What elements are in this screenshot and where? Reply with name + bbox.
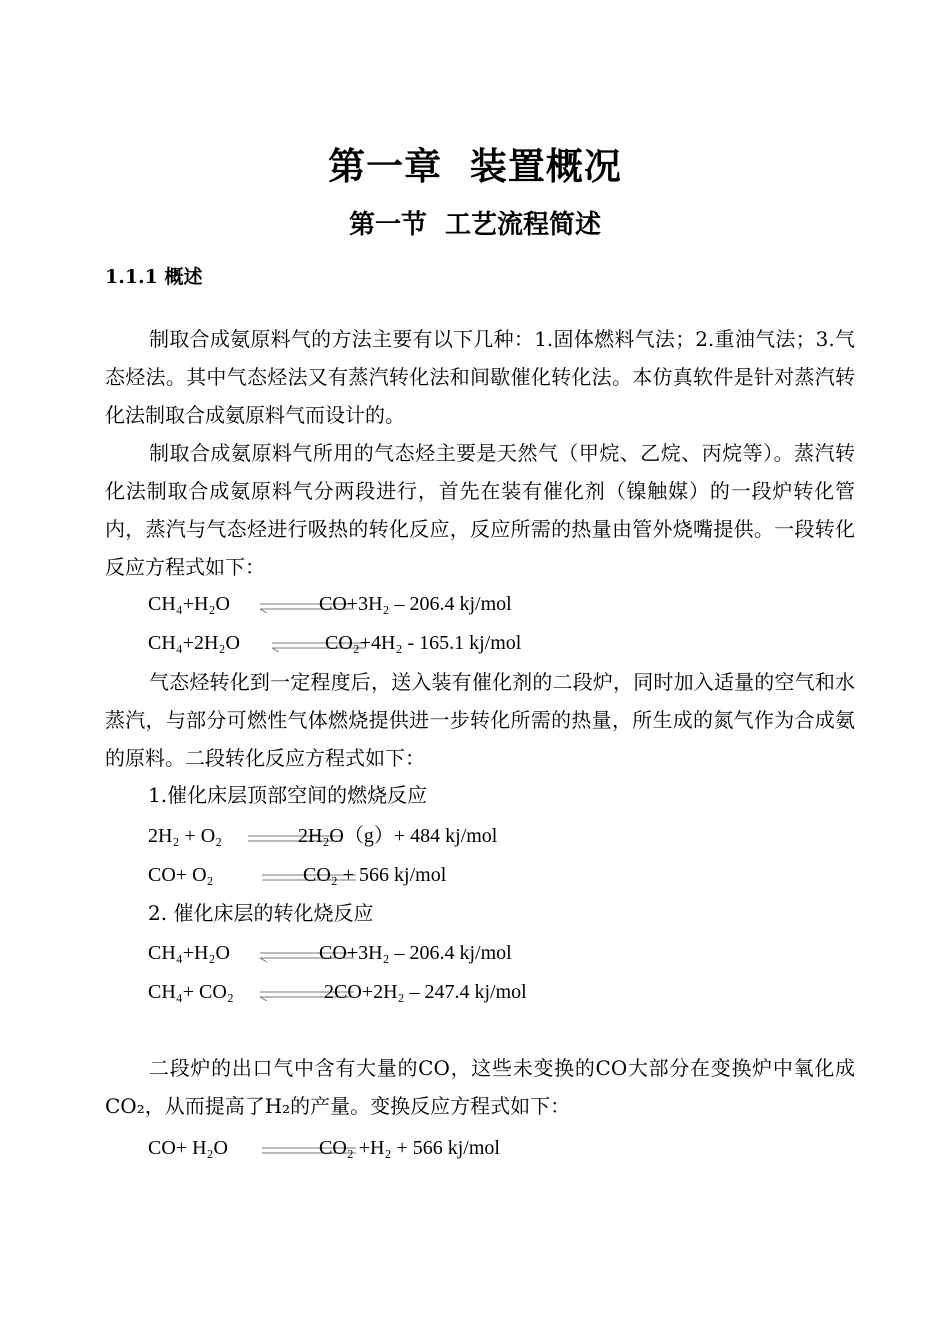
equation-lhs: CH₄+H₂O [148, 942, 230, 964]
equation-lhs: CH₄+2H₂O [148, 632, 240, 654]
section-title: 第一节 工艺流程简述 [348, 210, 602, 240]
equation-rhs: CO₂ + 566 kj/mol [303, 864, 447, 886]
combustion-reaction-label: 1.催化床层顶部空间的燃烧反应 [148, 783, 428, 807]
equation-rhs: 2H₂O（g）+ 484 kj/mol [298, 825, 498, 847]
equation-lhs: CH₄+H₂O [148, 593, 230, 615]
equation-rhs: 2CO+2H₂ – 247.4 kj/mol [324, 981, 527, 1003]
equation-rhs: CO₂+4H₂ - 165.1 kj/mol [325, 632, 522, 654]
equation-lhs: CO+ O₂ [148, 864, 214, 886]
paragraph-shift-conversion: 二段炉的出口气中含有大量的CO，这些未变换的CO大部分在变换炉中氧化成CO₂，从而提高了H₂的产量。变换反应方程式如下： [105, 1056, 855, 1118]
equation-7 [148, 1133, 648, 1163]
equation-lhs: CH₄+ CO₂ [148, 981, 234, 1003]
equation-6 [148, 977, 648, 1007]
equation-2 [148, 628, 648, 658]
equation-lhs: 2H₂ + O₂ [148, 825, 223, 847]
equation-rhs: CO₂ +H₂ + 566 kj/mol [319, 1137, 500, 1159]
chapter-title: 第一章 装置概况 [328, 144, 622, 188]
paragraph-methods: 制取合成氨原料气的方法主要有以下几种：1.固体燃料气法；2.重油气法；3.气态烃法。其中气态烃法又有蒸汽转化法和间歇催化转化法。本仿真软件是针对蒸汽转化法制取合成氨原料气而设计的。 [105, 327, 855, 427]
conversion-reaction-label: 2. 催化床层的转化烧反应 [148, 901, 374, 925]
equation-3 [148, 821, 648, 851]
equation-1 [148, 589, 648, 619]
subsection-title: 1.1.1 概述 [105, 266, 203, 288]
equation-4 [148, 860, 648, 890]
equation-rhs: CO+3H₂ – 206.4 kj/mol [319, 942, 512, 964]
equation-5 [148, 938, 648, 968]
paragraph-primary-reforming: 制取合成氨原料气所用的气态烃主要是天然气（甲烷、乙烷、丙烷等）。蒸汽转化法制取合成氨原料气分两段进行，首先在装有催化剂（镍触媒）的一段炉转化管内，蒸汽与气态烃进行吸热的转化反应，反应所需的热量由管外烧嘴提供。一段转化反应方程式如下： [105, 441, 855, 579]
paragraph-secondary-reforming: 气态烃转化到一定程度后，送入装有催化剂的二段炉，同时加入适量的空气和水蒸汽，与部分可燃性气体燃烧提供进一步转化所需的热量，所生成的氮气作为合成氨的原料。二段转化反应方程式如下： [105, 670, 855, 770]
equation-rhs: CO+3H₂ – 206.4 kj/mol [319, 593, 512, 615]
equation-lhs: CO+ H₂O [148, 1137, 228, 1159]
